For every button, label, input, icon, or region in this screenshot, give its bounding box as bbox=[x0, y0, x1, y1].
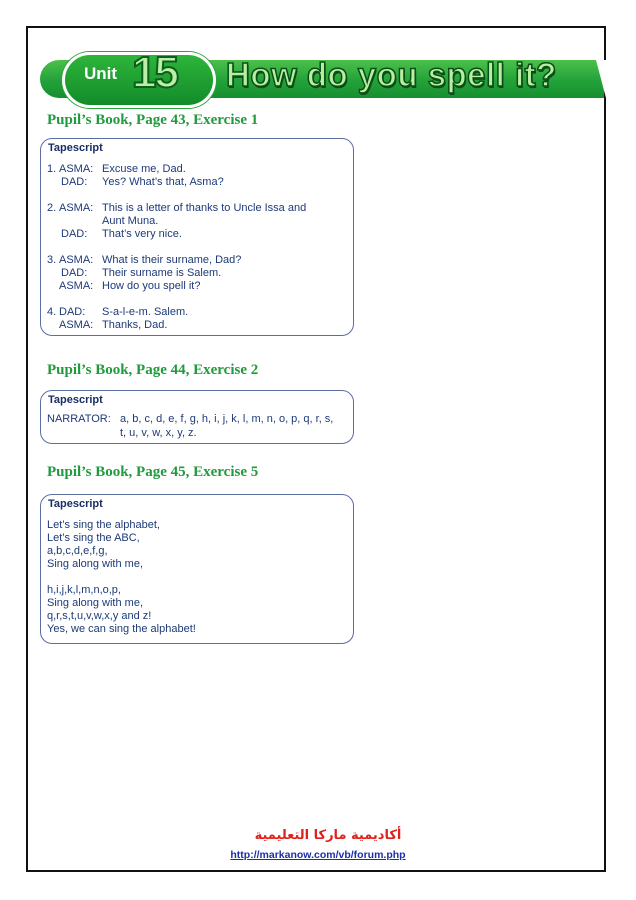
song-line: Let’s sing the alphabet, bbox=[47, 519, 160, 531]
tapescript-title: Tapescript bbox=[48, 394, 103, 406]
section-heading-exercise-1: Pupil’s Book, Page 43, Exercise 1 bbox=[47, 112, 259, 128]
song-line: Let’s sing the ABC, bbox=[47, 532, 140, 544]
song-line: a,b,c,d,e,f,g, bbox=[47, 545, 108, 557]
unit-number: 15 bbox=[132, 48, 177, 97]
song-line: Yes, we can sing the alphabet! bbox=[47, 623, 196, 635]
section-heading-exercise-2: Pupil’s Book, Page 44, Exercise 2 bbox=[47, 362, 259, 378]
footer-forum-link[interactable]: http://markanow.com/vb/forum.php bbox=[230, 849, 406, 861]
tapescript-box-exercise-5 bbox=[40, 494, 354, 644]
song-line: Sing along with me, bbox=[47, 558, 143, 570]
unit-banner bbox=[40, 48, 606, 102]
unit-label: Unit bbox=[84, 64, 118, 83]
tapescript-box-exercise-1: Tapescript 1. ASMA: Excuse me, Dad. DAD: Yes? What’s that, Asma? 2. ASMA: This is a letter of thanks to Uncle Issa and Aunt Muna. DAD: That’s very nice. 3. ASMA: What is their surname, Dad? DAD: Their surname is Salem. ASMA: How do you spell it? 4. DAD: S-a-l-e-m. Salem. ASMA: Thanks, Dad. bbox=[40, 138, 354, 336]
song-line: h,i,j,k,l,m,n,o,p, bbox=[47, 584, 121, 596]
tapescript-title: Tapescript bbox=[48, 142, 103, 154]
tapescript-box-exercise-2: Tapescript NARRATOR: a, b, c, d, e, f, g, h, i, j, k, l, m, n, o, p, q, r, s, t, u, v, w, x, y, z. bbox=[40, 390, 354, 444]
unit-title: How do you spell it? bbox=[226, 56, 557, 93]
section-heading-exercise-5: Pupil’s Book, Page 45, Exercise 5 bbox=[47, 464, 259, 480]
song-line: Sing along with me, bbox=[47, 597, 143, 609]
footer-academy-name: أكاديمية ماركا التعليمية bbox=[254, 828, 402, 843]
song-line: q,r,s,t,u,v,w,x,y and z! bbox=[47, 610, 152, 622]
tapescript-title: Tapescript bbox=[48, 498, 103, 510]
